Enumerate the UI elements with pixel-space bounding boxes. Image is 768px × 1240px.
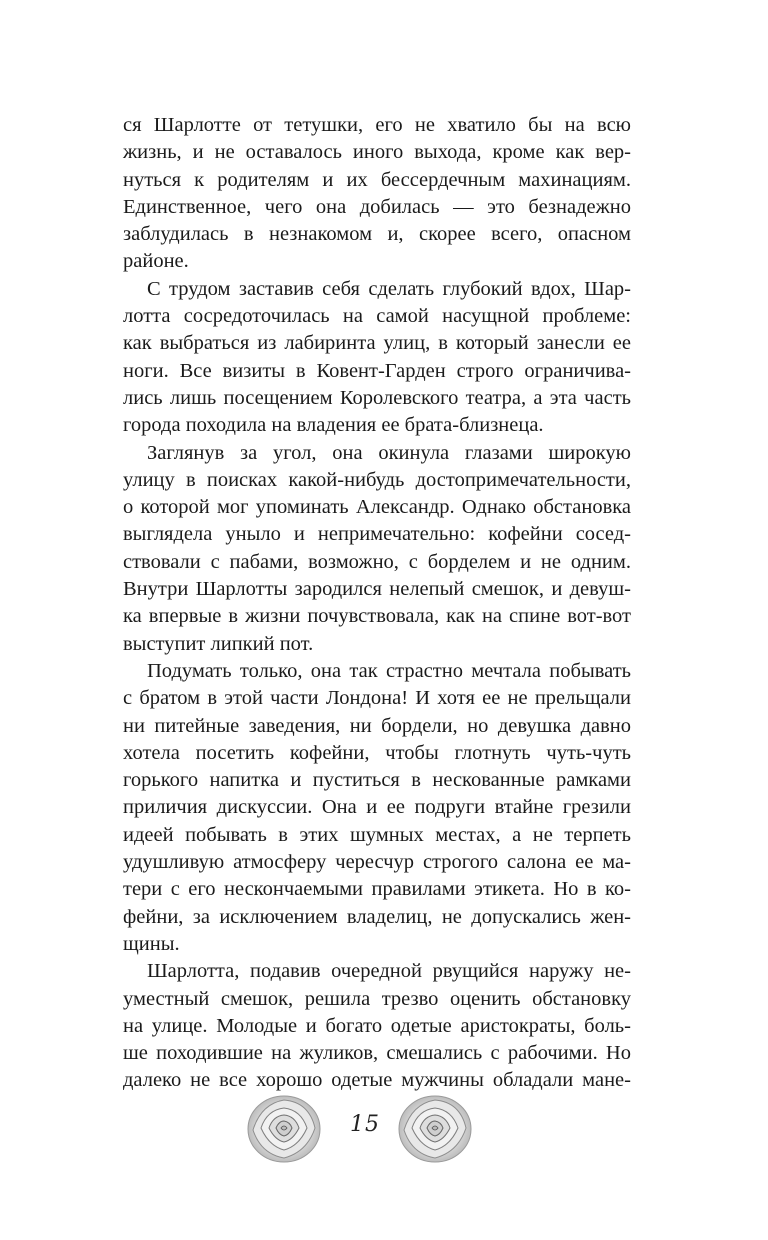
text-line: районе. [123, 250, 189, 273]
rose-icon [394, 1090, 476, 1168]
text-line: с братом в этой части Лондона! И хотя ее не прельщали [123, 687, 631, 710]
text-line: как выбраться из лабиринта улиц, в который занесли ее [123, 332, 631, 355]
text-line: фейни, за исключением владелиц, не допускались жен- [123, 905, 631, 928]
text-line: лись лишь посещением Королевского театра, а эта часть [123, 386, 631, 409]
text-line: города походила на владения ее брата-близнеца. [123, 414, 544, 437]
text-line: выглядела уныло и непримечательно: кофейни сосед- [123, 523, 631, 546]
text-line: идеей побывать в этих шумных местах, а не терпеть [123, 823, 631, 846]
text-line: Подумать только, она так страстно мечтала побывать [147, 659, 631, 682]
text-line: далеко не все хорошо одетые мужчины обладали мане- [123, 1069, 631, 1092]
text-line: удушливую атмосферу чересчур строгого салона ее ма- [123, 851, 631, 874]
text-line: тери с его нескончаемыми правилами этикета. Но в ко- [123, 878, 631, 901]
text-line: Единственное, чего она добилась — это безнадежно [123, 195, 631, 218]
text-line: Шарлотта, подавив очередной рвущийся наружу не- [147, 960, 631, 983]
text-line: лотта сосредоточилась на самой насущной проблеме: [123, 305, 631, 328]
text-line: ствовали с пабами, возможно, с борделем и не одним. [123, 550, 631, 573]
text-line: заблудилась в незнакомом и, скорее всего, опасном [123, 223, 631, 246]
text-line: приличия дискуссии. Она и ее подруги втайне грезили [123, 796, 631, 819]
text-line: Внутри Шарлотты зародился нелепый смешок, и девуш- [123, 578, 631, 601]
text-line: С трудом заставив себя сделать глубокий вдох, Шар- [147, 277, 631, 300]
text-line: ноги. Все визиты в Ковент-Гарден строго ограничива- [123, 359, 631, 382]
text-line: ше походившие на жуликов, смешались с рабочими. Но [123, 1042, 631, 1065]
text-line: щины. [123, 932, 180, 955]
text-line: на улице. Молодые и богато одетые аристократы, боль- [123, 1014, 631, 1037]
text-line: горького напитка и пуститься в нескованные рамками [123, 769, 631, 792]
text-line: уместный смешок, решила трезво оценить обстановку [123, 987, 631, 1010]
text-line: жизнь, и не оставалось иного выхода, кроме как вер- [123, 141, 631, 164]
text-line: ни питейные заведения, ни бордели, но девушка давно [123, 714, 631, 737]
page-number: 15 [350, 1112, 380, 1137]
text-line: хотела посетить кофейни, чтобы глотнуть чуть-чуть [123, 741, 631, 764]
rose-icon [243, 1090, 325, 1168]
text-line: ка впервые в жизни почувствовала, как на спине вот-вот [123, 605, 631, 628]
text-line: о которой мог упоминать Александр. Однако обстановка [123, 496, 631, 519]
body-text [123, 112, 631, 1095]
text-line: Заглянув за угол, она окинула глазами широкую [147, 441, 631, 464]
text-line: ся Шарлотте от тетушки, его не хватило бы на всю [123, 114, 631, 136]
page-footer [0, 1090, 768, 1170]
text-line: нуться к родителям и их бессердечным махинациям. [123, 168, 631, 191]
text-line: выступит липкий пот. [123, 632, 314, 655]
text-line: улицу в поисках какой-нибудь достопримечательности, [123, 468, 631, 491]
